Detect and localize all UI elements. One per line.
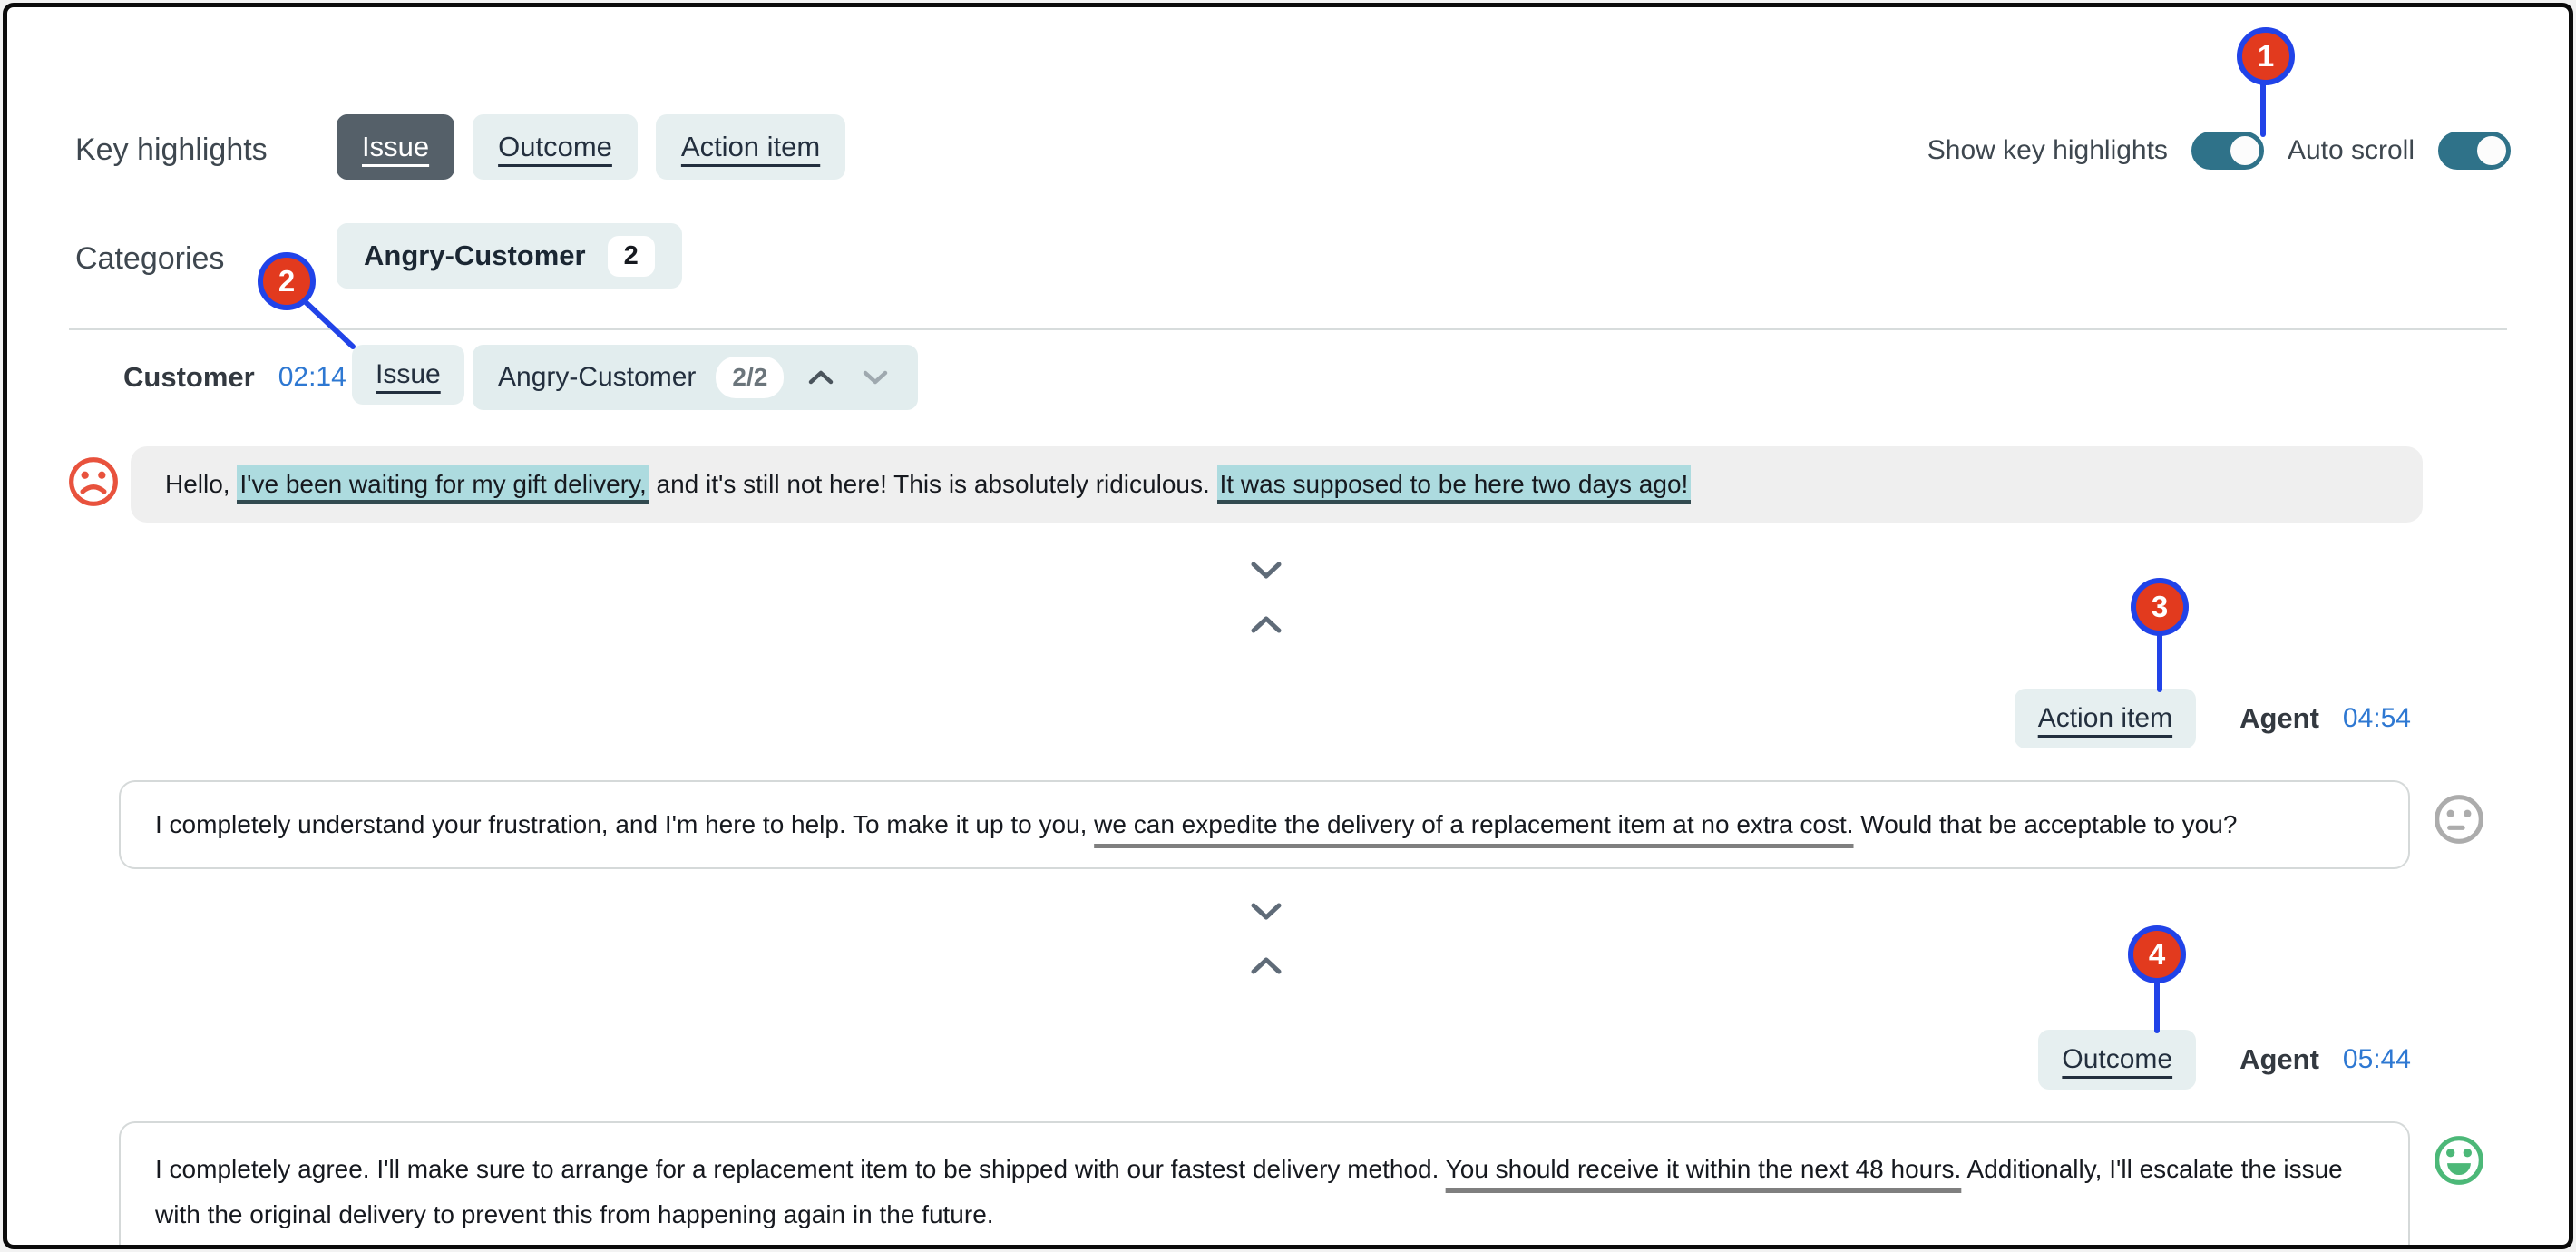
key-highlights-title: Key highlights: [75, 132, 268, 167]
tab-issue-label: Issue: [362, 131, 430, 162]
message-segment-plain: I completely agree. I'll make sure to arrange for a replacement item to be shipped with our fastest delivery method.: [155, 1155, 1446, 1183]
previous-match-icon[interactable]: [804, 365, 838, 390]
annotation-callout-4: 4: [2128, 925, 2186, 983]
tab-outcome[interactable]: [473, 114, 638, 180]
speaker-name-customer: Customer: [123, 361, 255, 393]
tab-action-item-label: Action item: [680, 131, 821, 162]
positive-sentiment-icon: [2433, 1134, 2485, 1187]
agent-message-bubble-2: [119, 1121, 2410, 1249]
expand-down-icon[interactable]: [1248, 900, 1284, 924]
next-match-icon[interactable]: [858, 365, 893, 390]
categories-title: Categories: [75, 241, 225, 276]
message-segment-plain: Would that be acceptable to you?: [1853, 810, 2238, 838]
timestamp-link-agent-2[interactable]: 05:44: [2342, 1044, 2411, 1074]
agent-utterance-header-1: [2015, 690, 2411, 748]
toggle-knob: [2229, 134, 2261, 167]
outcome-tag-chip[interactable]: [2038, 1030, 2196, 1090]
category-chip-angry-customer[interactable]: [337, 223, 682, 289]
expand-up-icon[interactable]: [1248, 613, 1284, 637]
neutral-sentiment-icon: [2433, 793, 2485, 846]
expand-up-icon[interactable]: [1248, 954, 1284, 978]
annotation-callout-3: 3: [2131, 578, 2189, 636]
message-segment-underline: You should receive it within the next 48 hours.: [1445, 1155, 1962, 1183]
auto-scroll-toggle[interactable]: [2438, 132, 2511, 170]
outcome-tag-label: Outcome: [2062, 1044, 2173, 1074]
header-divider: [69, 328, 2507, 330]
panel-toggles: [1927, 125, 2511, 176]
message-segment-plain: Hello,: [165, 470, 238, 498]
category-nav-position: 2/2: [716, 357, 784, 398]
speaker-name-agent: Agent: [2239, 1043, 2319, 1075]
annotation-callout-1: 1: [2237, 27, 2295, 85]
issue-tag-chip[interactable]: [352, 345, 464, 405]
annotation-callout-2: 2: [258, 252, 316, 310]
expand-down-icon[interactable]: [1248, 559, 1284, 582]
message-segment-plain: Additionally, I'll escalate the issue with the original delivery to prevent this from happening again in the future.: [155, 1155, 2343, 1228]
category-nav-label: Angry-Customer: [498, 362, 697, 392]
negative-sentiment-icon: [67, 455, 120, 508]
action-item-tag-chip[interactable]: [2015, 689, 2196, 748]
toggle-knob: [2475, 134, 2508, 167]
speaker-name-agent: Agent: [2239, 702, 2319, 734]
auto-scroll-label: Auto scroll: [2287, 135, 2415, 165]
category-count-badge: 2: [608, 236, 655, 277]
highlight-filter-tabs: [337, 114, 845, 180]
tab-issue[interactable]: [337, 114, 454, 180]
tab-action-item[interactable]: [656, 114, 845, 180]
show-key-highlights-toggle[interactable]: [2191, 132, 2264, 170]
message-segment-plain: I completely understand your frustration, and I'm here to help. To make it up to you,: [155, 810, 1095, 838]
category-match-navigator[interactable]: [473, 345, 918, 410]
tab-outcome-label: Outcome: [498, 131, 612, 162]
timestamp-link-customer[interactable]: 02:14: [278, 362, 346, 392]
show-key-highlights-label: Show key highlights: [1927, 135, 2168, 165]
customer-message-bubble: [131, 446, 2423, 523]
agent-message-bubble-1: [119, 780, 2410, 869]
message-segment-highlight: I've been waiting for my gift delivery,: [237, 465, 649, 504]
message-segment-highlight: It was supposed to be here two days ago!: [1217, 465, 1692, 504]
issue-tag-label: Issue: [376, 359, 441, 389]
timestamp-link-agent-1[interactable]: 04:54: [2342, 703, 2411, 733]
agent-utterance-header-2: [2038, 1031, 2411, 1089]
action-item-tag-label: Action item: [2037, 703, 2173, 733]
category-chip-label: Angry-Customer: [364, 240, 586, 271]
customer-utterance-header: [123, 345, 346, 410]
key-highlights-panel: [3, 3, 2573, 1249]
message-segment-underline: we can expedite the delivery of a replacement item at no extra cost.: [1094, 810, 1854, 838]
message-segment-plain: and it's still not here! This is absolutely ridiculous.: [649, 470, 1217, 498]
